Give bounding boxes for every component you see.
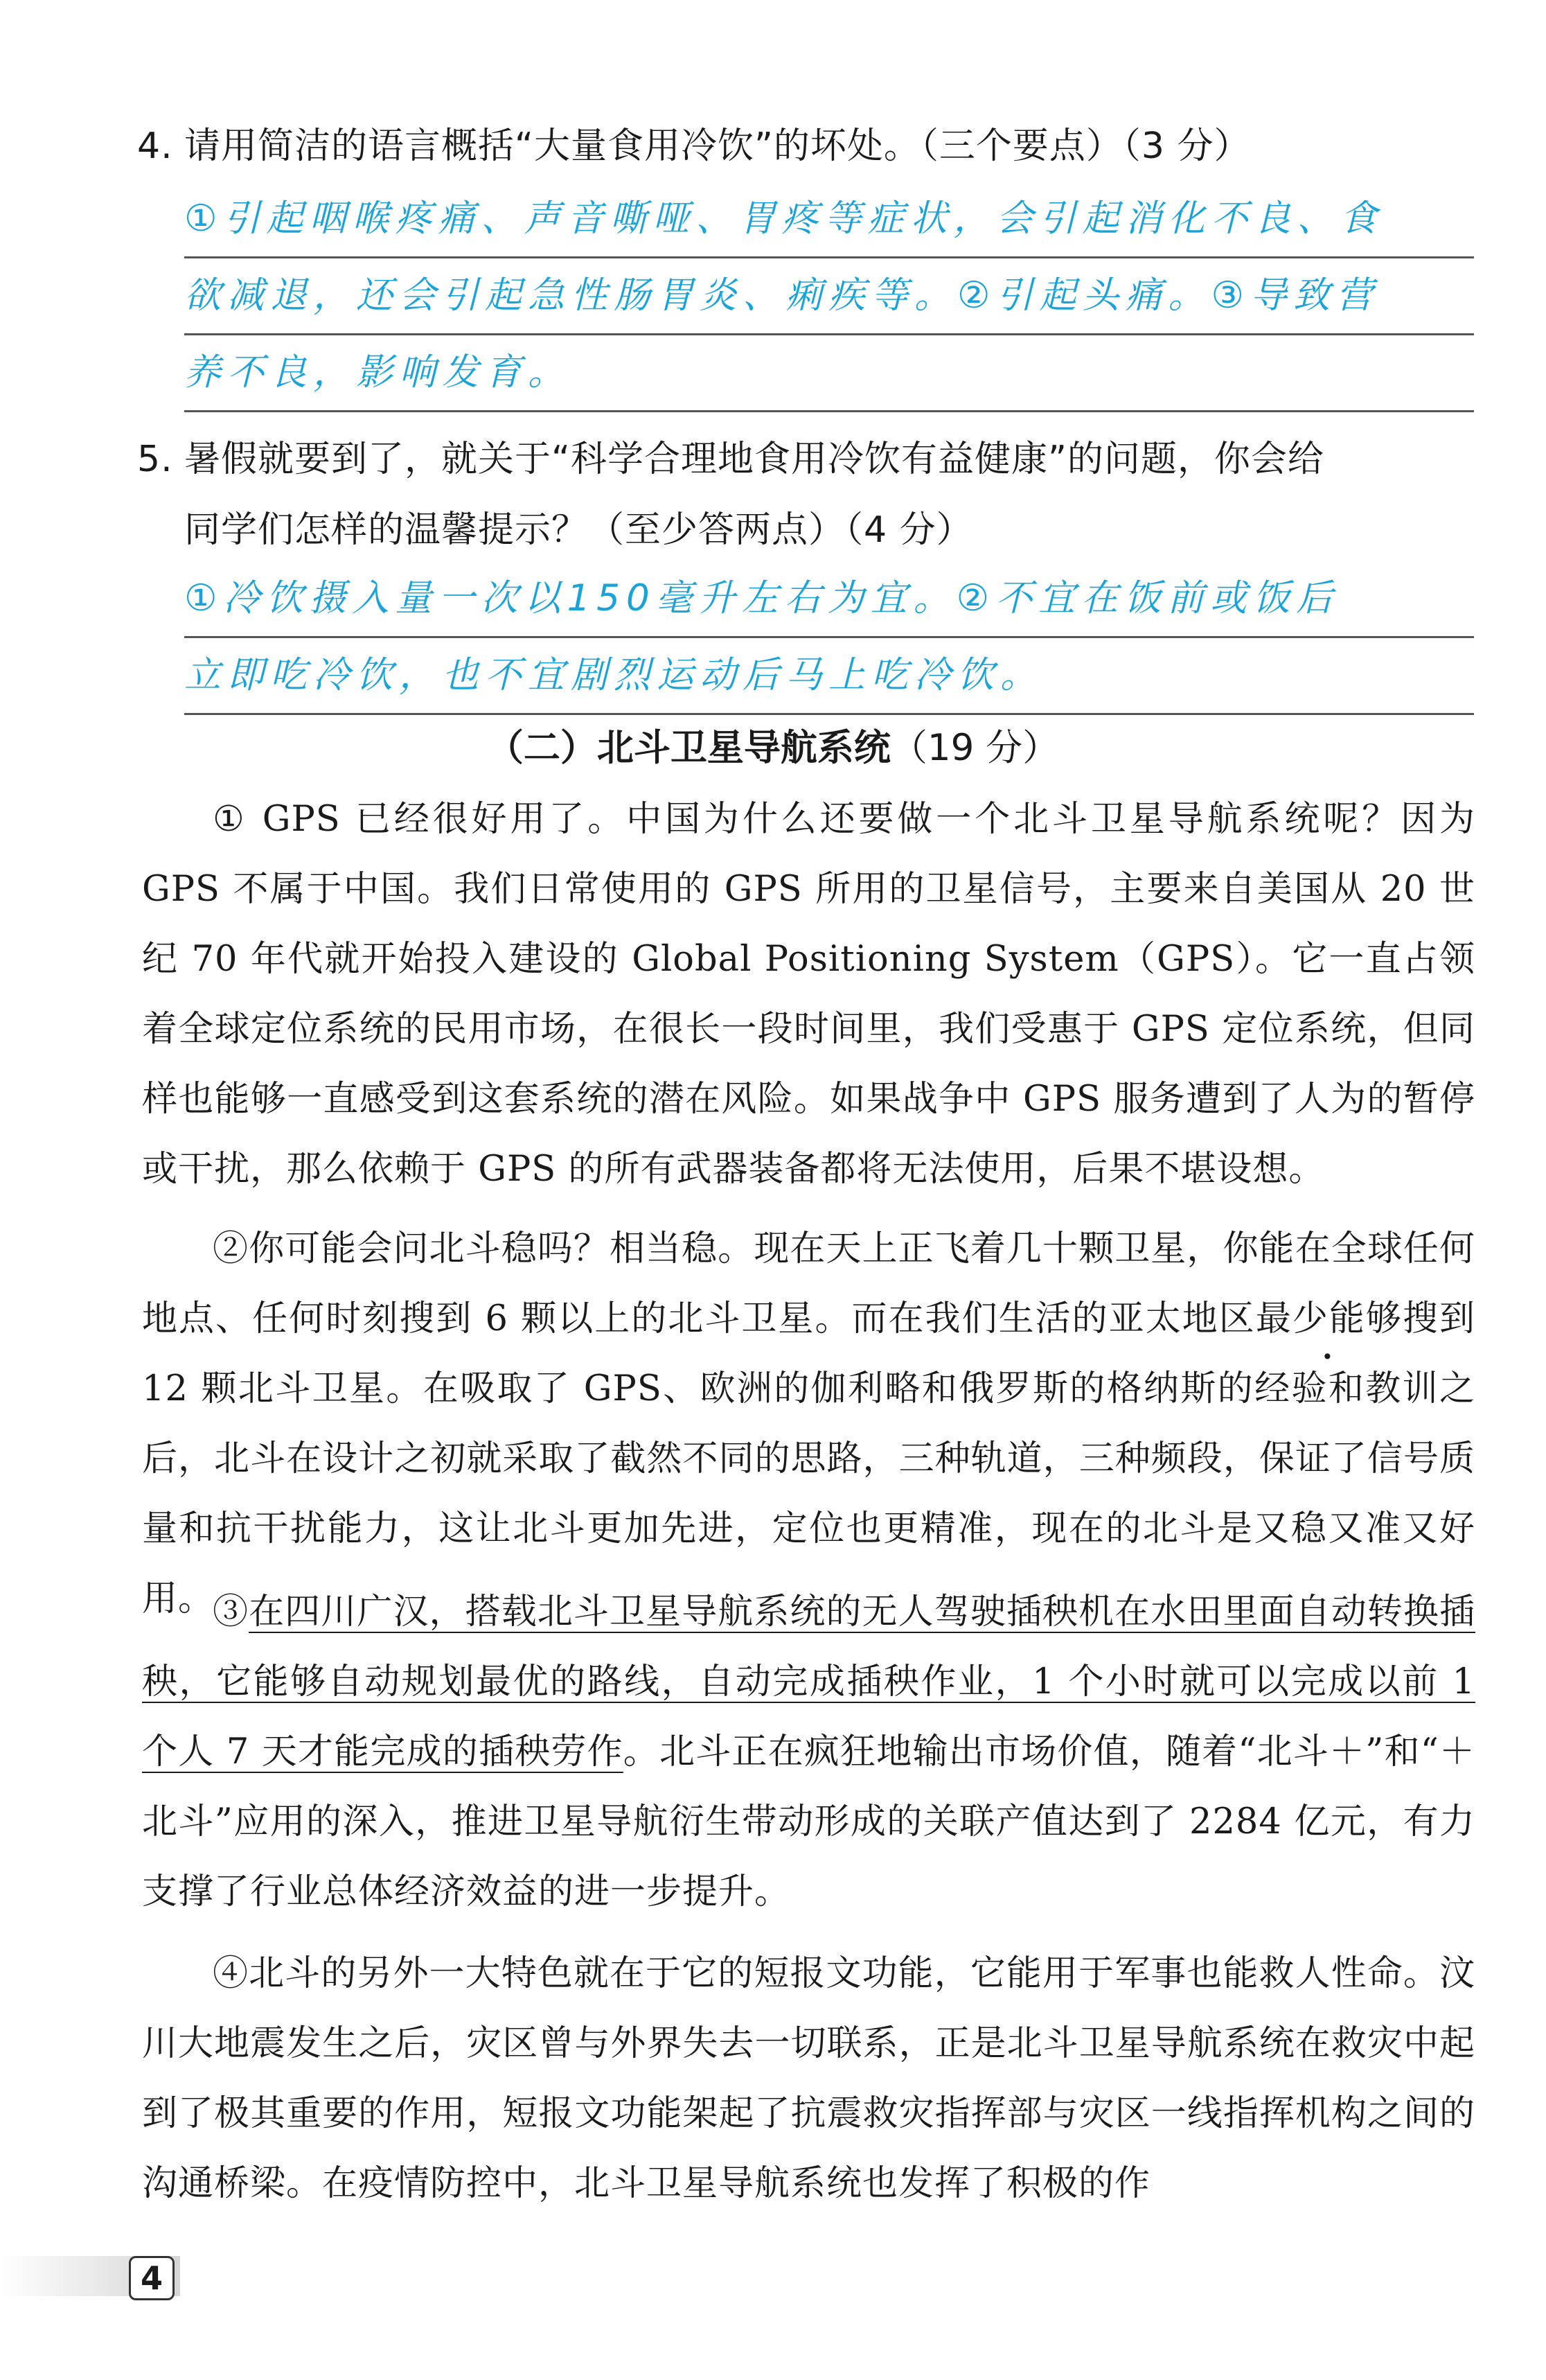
answer-line: 欲减退，还会引起急性肠胃炎、痢疾等。②引起头痛。③导致营	[184, 258, 1474, 335]
paragraph-text: 。北斗正在疯狂地输出市场价值，随着“北斗＋”和“＋北斗”应用的深入，推进卫星导航衍生带动形成的关联产值达到了 2284 亿元，有力支撑了行业总体经济效益的进一步提升。	[142, 1731, 1475, 1912]
section-score: （19 分）	[890, 727, 1060, 769]
underlined-sentence: 在四川广汉，搭载北斗卫星导航系统的无人驾驶插秧机在水田里面自动转换插秧，它能够自动规划最优的路线，自动完成插秧作业，1 个小时就可以完成以前 1 个人 7 天才能完成的插秧劳作	[142, 1592, 1475, 1772]
paragraph-2	[142, 1214, 1475, 1634]
answer-4	[184, 182, 1474, 412]
page-number: 4	[129, 2256, 175, 2300]
answer-5	[184, 561, 1474, 715]
question-number: 4.	[137, 125, 173, 167]
question-text-continued: 同学们怎样的温馨提示？（至少答两点）（4 分）	[184, 509, 973, 551]
section-title	[0, 721, 1546, 776]
paragraph-text: ②你可能会问北斗稳吗？相当稳。现在天上正飞着几十颗卫星，你能在全球任何地点、任何时刻搜到 6 颗以上的北斗卫星。而在我们生活的亚太地区	[142, 1228, 1475, 1339]
question-5	[137, 424, 1474, 565]
question-number: 5.	[137, 439, 173, 480]
paragraph-4: ④北斗的另外一大特色就在于它的短报文功能，它能用于军事也能救人性命。汶川大地震发生之后，灾区曾与外界失去一切联系，正是北斗卫星导航系统在救灾中起到了极其重要的作用，短报文功能架起了抗震救灾指挥部与灾区一线指挥机构之间的沟通桥梁。在疫情防控中，北斗卫星导航系统也发挥了积极的作	[142, 1953, 1475, 2204]
answer-line: ①引起咽喉疼痛、声音嘶哑、胃疼等症状，会引起消化不良、食	[184, 182, 1474, 258]
answer-line: 立即吃冷饮，也不宜剧烈运动后马上吃冷饮。	[184, 638, 1474, 715]
answer-line: 养不良，影响发育。	[184, 335, 1474, 412]
paragraph-text: 能够搜到 12 颗北斗卫星。在吸取了 GPS、欧洲的伽利略和俄罗斯的格纳斯的经验和教训之后，北斗在设计之初就采取了截然不同的思路，三种轨道，三种频段，保证了信号质量和抗干扰能力，这让北斗更加先进，定位也更精准，现在的北斗是又稳又准又好用。	[142, 1298, 1475, 1619]
answer-line: ①冷饮摄入量一次以150毫升左右为宜。②不宜在饭前或饭后	[184, 561, 1474, 638]
paragraph-1: ① GPS 已经很好用了。中国为什么还要做一个北斗卫星导航系统呢？因为 GPS 不属于中国。我们日常使用的 GPS 所用的卫星信号，主要来自美国从 20 世纪 70 年代就开始投入建设的 Global Positioning System（GPS）。它一直占领着全球定位系统的民用市场，在很长一段时间里，我们受惠于 GPS 定位系统，但同样也能够一直感受到这套系统的潜在风险。如果战争中 GPS 服务遭到了人为的暂停或干扰，那么依赖于 GPS 的所有武器装备都将无法使用，后果不堪设想。	[142, 799, 1475, 1190]
question-4	[137, 111, 1474, 182]
paragraph-3	[142, 1577, 1475, 1927]
paragraph-text: ③	[213, 1592, 249, 1632]
section-title-text: （二）北斗卫星导航系统	[486, 727, 891, 769]
question-text: 暑假就要到了，就关于“科学合理地食用冷饮有益健康”的问题，你会给	[184, 439, 1324, 480]
emphasized-text: 最少	[1255, 1298, 1329, 1339]
question-text: 请用简洁的语言概括“大量食用冷饮”的坏处。（三个要点）（3 分）	[184, 125, 1251, 167]
